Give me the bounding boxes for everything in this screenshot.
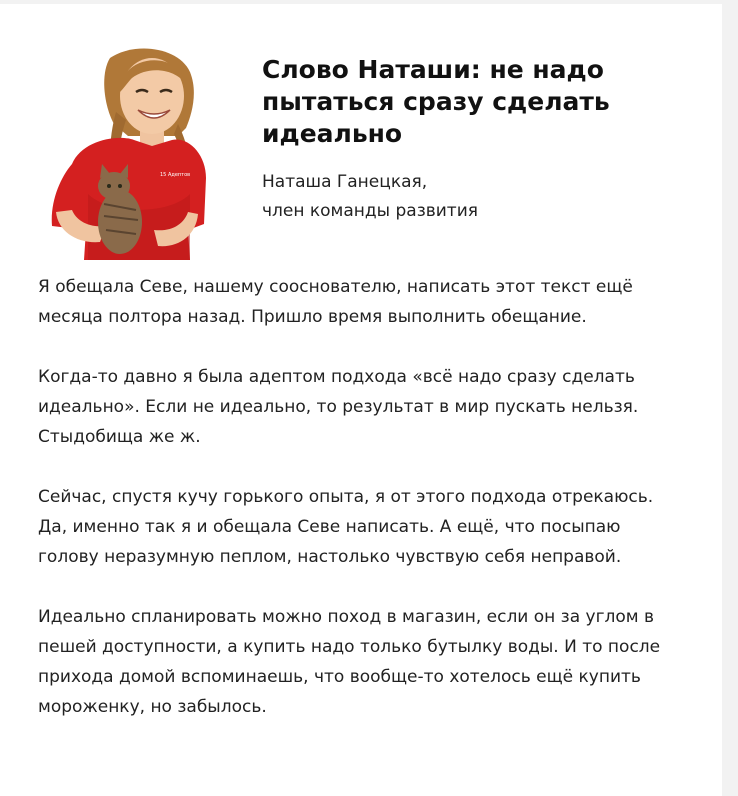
article-page — [0, 4, 722, 796]
title-block — [262, 54, 682, 226]
shirt-logo: 15 Адептов — [160, 172, 191, 178]
article-body — [38, 272, 678, 752]
paragraph: Я обещала Севе, нашему сооснователю, написать этот текст ещё месяца полтора назад. Пришло время выполнить обещание. — [38, 277, 633, 327]
article-title: Слово Наташи: не надо пытаться сразу сделать идеально — [262, 55, 610, 148]
scrollbar[interactable] — [722, 0, 738, 796]
paragraph: Идеально спланировать можно поход в магазин, если он за углом в пешей доступности, а купить надо только бутылку воды. И то после прихода домой вспоминаешь, что вообще-то хотелось ещё купить мороженку, но забылось. — [38, 607, 661, 717]
author-illustration — [48, 44, 208, 260]
author-name: Наташа Ганецкая, — [262, 172, 428, 192]
author-info — [262, 168, 682, 226]
paragraph: Когда-то давно я была адептом подхода «всё надо сразу сделать идеально». Если не идеально, то результат в мир пускать нельзя. Стыдобища же ж. — [38, 367, 639, 447]
paragraph: Сейчас, спустя кучу горького опыта, я от этого подхода отрекаюсь. Да, именно так я и обещала Севе написать. А ещё, что посыпаю голову неразумную пеплом, настолько чувствую себя неправой. — [38, 487, 654, 567]
article-header — [48, 44, 688, 260]
author-role: член команды развития — [262, 201, 478, 221]
